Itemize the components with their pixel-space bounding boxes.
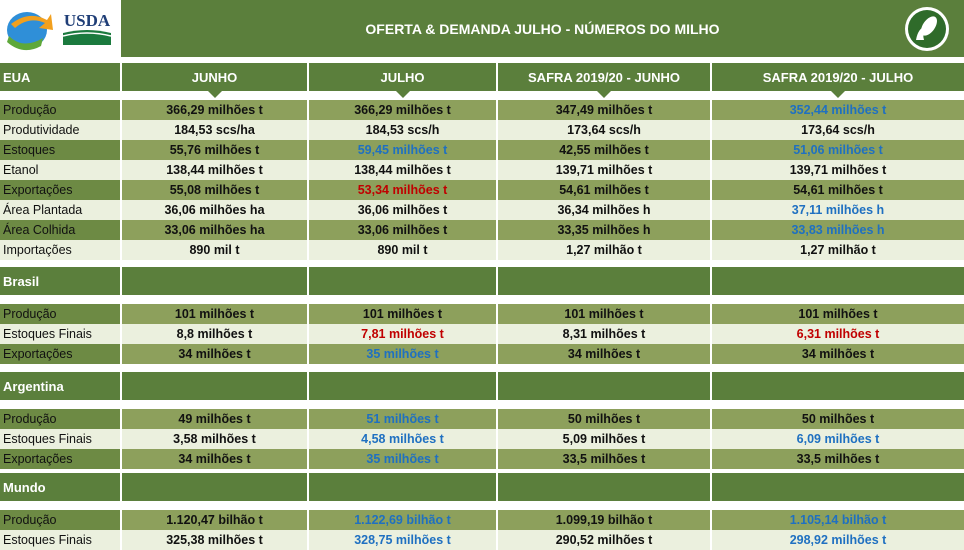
table-cell: 1,27 milhão t <box>498 240 710 260</box>
table-cell: 33,35 milhões h <box>498 220 710 240</box>
table-cell: 34 milhões t <box>498 344 710 364</box>
table-row <box>0 304 964 324</box>
column-header: SAFRA 2019/20 - JUNHO <box>498 63 710 91</box>
row-label: Produção <box>0 304 120 324</box>
row-label: Estoques Finais <box>0 429 120 449</box>
page-title <box>121 0 964 57</box>
table-cell: 366,29 milhões t <box>309 100 496 120</box>
column-header: SAFRA 2019/20 - JULHO <box>712 63 964 91</box>
section-title: Mundo <box>0 473 120 501</box>
table-cell: 184,53 scs/ha <box>122 120 307 140</box>
table-cell: 42,55 milhões t <box>498 140 710 160</box>
column-header <box>122 473 307 501</box>
table-row <box>0 220 964 240</box>
table-cell: 54,61 milhões t <box>712 180 964 200</box>
table-row <box>0 409 964 429</box>
table-cell: 290,52 milhões t <box>498 530 710 550</box>
table-row <box>0 429 964 449</box>
table-row <box>0 120 964 140</box>
table-row <box>0 160 964 180</box>
table-cell: 1.105,14 bilhão t <box>712 510 964 530</box>
table-cell: 55,76 milhões t <box>122 140 307 160</box>
table-row <box>0 324 964 344</box>
column-header <box>309 473 496 501</box>
section-header-mundo <box>0 473 964 501</box>
column-header <box>712 473 964 501</box>
table-cell: 173,64 scs/h <box>712 120 964 140</box>
header-arrow-icon <box>208 91 222 98</box>
table-cell: 51 milhões t <box>309 409 496 429</box>
section-title: Brasil <box>0 267 120 295</box>
table-cell: 37,11 milhões h <box>712 200 964 220</box>
table-cell: 8,31 milhões t <box>498 324 710 344</box>
table-row <box>0 200 964 220</box>
globe-arrow-icon <box>3 6 55 52</box>
column-header <box>498 267 710 295</box>
table-cell: 328,75 milhões t <box>309 530 496 550</box>
row-label: Área Plantada <box>0 200 120 220</box>
table-cell: 36,06 milhões ha <box>122 200 307 220</box>
column-header: JULHO <box>309 63 496 91</box>
table-cell: 34 milhões t <box>122 449 307 469</box>
table-cell: 51,06 milhões t <box>712 140 964 160</box>
table-row <box>0 530 964 550</box>
table-cell: 101 milhões t <box>309 304 496 324</box>
table-cell: 890 mil t <box>309 240 496 260</box>
table-cell: 1.099,19 bilhão t <box>498 510 710 530</box>
table-cell: 33,5 milhões t <box>712 449 964 469</box>
table-row <box>0 240 964 260</box>
table-cell: 34 milhões t <box>122 344 307 364</box>
table-cell: 101 milhões t <box>122 304 307 324</box>
table-cell: 5,09 milhões t <box>498 429 710 449</box>
row-label: Estoques Finais <box>0 324 120 344</box>
row-label: Área Colhida <box>0 220 120 240</box>
column-header <box>309 267 496 295</box>
table-cell: 6,31 milhões t <box>712 324 964 344</box>
table-cell: 3,58 milhões t <box>122 429 307 449</box>
row-label: Estoques <box>0 140 120 160</box>
table-cell: 347,49 milhões t <box>498 100 710 120</box>
table-cell: 54,61 milhões t <box>498 180 710 200</box>
table-cell: 35 milhões t <box>309 344 496 364</box>
table-cell: 1.122,69 bilhão t <box>309 510 496 530</box>
column-header <box>712 372 964 400</box>
row-label: Produtividade <box>0 120 120 140</box>
table-cell: 173,64 scs/h <box>498 120 710 140</box>
usda-logo <box>61 9 113 47</box>
table-cell: 59,45 milhões t <box>309 140 496 160</box>
section-title: Argentina <box>0 372 120 400</box>
table-row <box>0 180 964 200</box>
table-cell: 138,44 milhões t <box>122 160 307 180</box>
table-cell: 139,71 milhões t <box>712 160 964 180</box>
table-cell: 34 milhões t <box>712 344 964 364</box>
page-title-text: OFERTA & DEMANDA JULHO - NÚMEROS DO MILHO <box>365 20 720 37</box>
page-header <box>0 0 964 57</box>
table-cell: 7,81 milhões t <box>309 324 496 344</box>
row-label: Etanol <box>0 160 120 180</box>
table-cell: 8,8 milhões t <box>122 324 307 344</box>
table-cell: 33,5 milhões t <box>498 449 710 469</box>
table-cell: 1.120,47 bilhão t <box>122 510 307 530</box>
table-cell: 4,58 milhões t <box>309 429 496 449</box>
usda-text: USDA <box>63 11 111 30</box>
table-cell: 1,27 milhão t <box>712 240 964 260</box>
table-cell: 55,08 milhões t <box>122 180 307 200</box>
table-cell: 101 milhões t <box>498 304 710 324</box>
corn-icon <box>904 6 950 52</box>
table-cell: 33,06 milhões ha <box>122 220 307 240</box>
table-cell: 366,29 milhões t <box>122 100 307 120</box>
table-row <box>0 100 964 120</box>
table-cell: 101 milhões t <box>712 304 964 324</box>
table-row <box>0 140 964 160</box>
column-header <box>498 473 710 501</box>
table-cell: 6,09 milhões t <box>712 429 964 449</box>
row-label: Importações <box>0 240 120 260</box>
table-cell: 139,71 milhões t <box>498 160 710 180</box>
table-cell: 50 milhões t <box>712 409 964 429</box>
header-arrow-icon <box>597 91 611 98</box>
column-header <box>712 267 964 295</box>
table-cell: 33,06 milhões t <box>309 220 496 240</box>
logo-area <box>0 0 119 57</box>
section-title: EUA <box>0 63 120 91</box>
table-cell: 298,92 milhões t <box>712 530 964 550</box>
table-cell: 35 milhões t <box>309 449 496 469</box>
column-header <box>498 372 710 400</box>
row-label: Produção <box>0 100 120 120</box>
header-arrow-icon <box>831 91 845 98</box>
row-label: Produção <box>0 409 120 429</box>
row-label: Produção <box>0 510 120 530</box>
row-label: Exportações <box>0 180 120 200</box>
table-cell: 33,83 milhões h <box>712 220 964 240</box>
table-cell: 138,44 milhões t <box>309 160 496 180</box>
table-cell: 890 mil t <box>122 240 307 260</box>
table-row <box>0 449 964 469</box>
table-row <box>0 510 964 530</box>
table-cell: 50 milhões t <box>498 409 710 429</box>
table-cell: 53,34 milhões t <box>309 180 496 200</box>
section-header-eua <box>0 63 964 91</box>
table-cell: 352,44 milhões t <box>712 100 964 120</box>
column-header <box>122 372 307 400</box>
column-header <box>122 267 307 295</box>
table-cell: 184,53 scs/h <box>309 120 496 140</box>
row-label: Exportações <box>0 344 120 364</box>
table-row <box>0 344 964 364</box>
section-header-brasil <box>0 267 964 295</box>
table-cell: 36,34 milhões h <box>498 200 710 220</box>
table-cell: 49 milhões t <box>122 409 307 429</box>
row-label: Estoques Finais <box>0 530 120 550</box>
column-header: JUNHO <box>122 63 307 91</box>
section-header-argentina <box>0 372 964 400</box>
header-arrow-icon <box>396 91 410 98</box>
table-cell: 325,38 milhões t <box>122 530 307 550</box>
row-label: Exportações <box>0 449 120 469</box>
table-cell: 36,06 milhões t <box>309 200 496 220</box>
column-header <box>309 372 496 400</box>
